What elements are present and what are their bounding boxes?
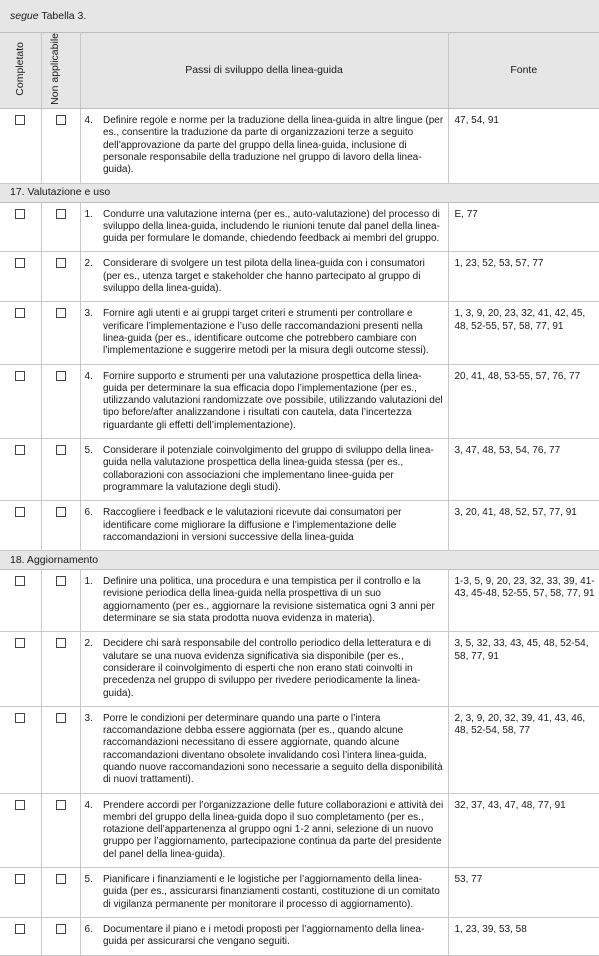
not-applicable-cell — [41, 868, 80, 918]
completed-cell — [0, 252, 41, 302]
completed-cell — [0, 868, 41, 918]
table-row — [0, 364, 599, 438]
step-number: 2. — [80, 632, 103, 706]
caption-text: Tabella 3. — [38, 9, 87, 22]
step-number: 2. — [80, 252, 103, 302]
table-row — [0, 501, 599, 551]
not-applicable-checkbox[interactable] — [56, 258, 66, 268]
step-number: 6. — [80, 917, 103, 955]
table-row — [0, 868, 599, 918]
not-applicable-cell — [41, 109, 80, 183]
completed-cell — [0, 364, 41, 438]
completed-checkbox[interactable] — [15, 874, 25, 884]
not-applicable-cell — [41, 570, 80, 632]
header-completed-label: Completato — [13, 42, 26, 96]
step-text: Raccogliere i feedback e le valutazioni ricevute dai consumatori per identificare come migliorare la diffusione e l’implementazione delle raccomandazioni in versioni successive della linea-guida — [103, 501, 448, 551]
header-steps-label: Passi di sviluppo della linea-guida — [185, 64, 343, 77]
section-header-row — [0, 183, 599, 202]
not-applicable-cell — [41, 501, 80, 551]
not-applicable-checkbox[interactable] — [56, 115, 66, 125]
source-refs: 1, 3, 9, 20, 23, 32, 41, 42, 45, 48, 52-55, 57, 58, 77, 91 — [448, 302, 599, 364]
table-caption-row — [0, 0, 599, 33]
completed-cell — [0, 439, 41, 501]
source-refs: E, 77 — [448, 202, 599, 252]
step-number: 1. — [80, 202, 103, 252]
completed-cell — [0, 570, 41, 632]
completed-cell — [0, 706, 41, 793]
source-refs: 2, 3, 9, 20, 32, 39, 41, 43, 46, 48, 52-54, 58, 77 — [448, 706, 599, 793]
table-header-row — [0, 33, 599, 109]
source-refs: 1, 23, 52, 53, 57, 77 — [448, 252, 599, 302]
step-text: Considerare di svolgere un test pilota della linea-guida con i consumatori (per es., utenza target e stakeholder che hanno partecipato al gruppo di sviluppo della linea-guida). — [103, 252, 448, 302]
step-text: Definire una politica, una procedura e una tempistica per il controllo e la revisione periodica della linea-guida nella prospettiva di un suo aggiornamento (per es., aggiornare la revisione sistematica ogni 3 anni per determinare se sia stata prodotta nuova evidenza in materia). — [103, 570, 448, 632]
completed-checkbox[interactable] — [15, 209, 25, 219]
not-applicable-checkbox[interactable] — [56, 713, 66, 723]
step-text: Pianificare i finanziamenti e le logistiche per l’aggiornamento della linea-guida (per es., assicurarsi finanziamenti costanti, costituzione di un comitato di vigilanza permanente per monitorare il processo di aggiornamento). — [103, 868, 448, 918]
step-text: Prendere accordi per l’organizzazione delle future collaborazioni e attività dei membri del gruppo della linea-guida dopo il suo completamento (per es., rotazione dell’appartenenza al gruppo ogni 1-2 anni, selezione di un nuovo gruppo per l’aggiornamento, partecipazione continua da parte del presidente del panel della linea-guida). — [103, 793, 448, 867]
not-applicable-cell — [41, 917, 80, 955]
not-applicable-checkbox[interactable] — [56, 874, 66, 884]
step-number: 5. — [80, 868, 103, 918]
step-number: 4. — [80, 793, 103, 867]
completed-checkbox[interactable] — [15, 713, 25, 723]
step-text: Porre le condizioni per determinare quando una parte o l’intera raccomandazione debba essere aggiornata (per es., quando alcune raccomandazioni necessitano di essere aggiornate, quando alcune raccomandazioni diventano obsolete invalidando così l’intera linea-guida, quando nuove raccomandazioni sono necessarie a seguito della disponibilità di nuovi trattamenti). — [103, 706, 448, 793]
table-row — [0, 917, 599, 955]
not-applicable-cell — [41, 202, 80, 252]
completed-checkbox[interactable] — [15, 445, 25, 455]
step-text: Decidere chi sarà responsabile del controllo periodico della letteratura e di valutare se una nuova evidenza significativa sia disponibile (per es., considerare il coinvolgimento di esperti che non erano stati coinvolti in precedenza nel gruppo di sviluppo per rivedere periodicamente la linea-guida). — [103, 632, 448, 706]
not-applicable-cell — [41, 439, 80, 501]
completed-cell — [0, 302, 41, 364]
completed-cell — [0, 202, 41, 252]
table-row — [0, 302, 599, 364]
source-refs: 1-3, 5, 9, 20, 23, 32, 33, 39, 41-43, 45-48, 52-55, 57, 58, 77, 91 — [448, 570, 599, 632]
step-number: 3. — [80, 302, 103, 364]
completed-checkbox[interactable] — [15, 800, 25, 810]
section-title: 18. Aggiornamento — [0, 551, 599, 570]
header-not-applicable-label: Non applicabile — [48, 33, 61, 105]
not-applicable-cell — [41, 252, 80, 302]
completed-cell — [0, 109, 41, 183]
not-applicable-checkbox[interactable] — [56, 371, 66, 381]
table-row — [0, 632, 599, 706]
table-row — [0, 109, 599, 183]
completed-checkbox[interactable] — [15, 924, 25, 934]
header-not-applicable — [41, 33, 80, 109]
step-number: 4. — [80, 109, 103, 183]
table-row — [0, 793, 599, 867]
not-applicable-cell — [41, 793, 80, 867]
completed-checkbox[interactable] — [15, 371, 25, 381]
completed-cell — [0, 632, 41, 706]
completed-checkbox[interactable] — [15, 507, 25, 517]
table-row — [0, 706, 599, 793]
completed-checkbox[interactable] — [15, 308, 25, 318]
header-source — [448, 33, 599, 109]
table-row — [0, 252, 599, 302]
not-applicable-checkbox[interactable] — [56, 638, 66, 648]
step-text: Documentare il piano e i metodi proposti per l’aggiornamento della linea-guida per assicurarsi che vengano seguiti. — [103, 917, 448, 955]
completed-cell — [0, 501, 41, 551]
table-row — [0, 202, 599, 252]
not-applicable-cell — [41, 364, 80, 438]
header-source-label: Fonte — [510, 64, 538, 77]
caption-prefix: segue — [10, 9, 39, 22]
source-refs: 32, 37, 43, 47, 48, 77, 91 — [448, 793, 599, 867]
step-number: 3. — [80, 706, 103, 793]
completed-checkbox[interactable] — [15, 115, 25, 125]
table-caption — [0, 0, 599, 33]
source-refs: 1, 23, 39, 53, 58 — [448, 917, 599, 955]
completed-checkbox[interactable] — [15, 258, 25, 268]
step-text: Fornire supporto e strumenti per una valutazione prospettica della linea-guida per determinare la sua efficacia dopo l’implementazione (per es., utilizzando valutazioni randomizzate ove possibile, utilizzando valutazioni del tipo before/after analizzandone i risultati con cautela, data l’incertezza riguardante gli effetti dell’implementazione). — [103, 364, 448, 438]
header-completed — [0, 33, 41, 109]
completed-checkbox[interactable] — [15, 576, 25, 586]
completed-cell — [0, 917, 41, 955]
not-applicable-checkbox[interactable] — [56, 507, 66, 517]
not-applicable-checkbox[interactable] — [56, 576, 66, 586]
not-applicable-checkbox[interactable] — [56, 445, 66, 455]
step-text: Considerare il potenziale coinvolgimento del gruppo di sviluppo della linea-guida nella valutazione prospettica della linea-guida stessa (per es., collaborazioni con associazioni che implementano linee-guida per programmare la valutazione degli studi). — [103, 439, 448, 501]
step-text: Fornire agli utenti e ai gruppi target criteri e strumenti per controllare e verificare l’implementazione e l’uso delle raccomandazioni presenti nella linea-guida (per es., identificare outcome che potrebbero cambiare con l’implementazione e suggerire metodi per la misura degli outcome stessi). — [103, 302, 448, 364]
not-applicable-cell — [41, 302, 80, 364]
section-header-row — [0, 551, 599, 570]
section-title: 17. Valutazione e uso — [0, 183, 599, 202]
not-applicable-checkbox[interactable] — [56, 209, 66, 219]
step-text: Definire regole e norme per la traduzione della linea-guida in altre lingue (per es., consentire la traduzione da parte di organizzazioni terze a seguito dell’approvazione da parte del gruppo della linea-guida, inclusione di personale responsabile della traduzione nel gruppo di lavoro della linea-guida). — [103, 109, 448, 183]
source-refs: 47, 54, 91 — [448, 109, 599, 183]
step-number: 6. — [80, 501, 103, 551]
source-refs: 3, 5, 32, 33, 43, 45, 48, 52-54, 58, 77, 91 — [448, 632, 599, 706]
source-refs: 20, 41, 48, 53-55, 57, 76, 77 — [448, 364, 599, 438]
not-applicable-cell — [41, 706, 80, 793]
not-applicable-checkbox[interactable] — [56, 800, 66, 810]
step-number: 5. — [80, 439, 103, 501]
step-text: Condurre una valutazione interna (per es., auto-valutazione) del processo di sviluppo della linea-guida, includendo le riunioni tenute dal panel della linea-guida per formulare le domande, chiedendo feedback ai membri del gruppo. — [103, 202, 448, 252]
step-number: 1. — [80, 570, 103, 632]
source-refs: 53, 77 — [448, 868, 599, 918]
source-refs: 3, 20, 41, 48, 52, 57, 77, 91 — [448, 501, 599, 551]
completed-cell — [0, 793, 41, 867]
not-applicable-checkbox[interactable] — [56, 924, 66, 934]
step-number: 4. — [80, 364, 103, 438]
source-refs: 3, 47, 48, 53, 54, 76, 77 — [448, 439, 599, 501]
completed-checkbox[interactable] — [15, 638, 25, 648]
header-steps — [80, 33, 448, 109]
not-applicable-checkbox[interactable] — [56, 308, 66, 318]
table-row — [0, 570, 599, 632]
table-row — [0, 439, 599, 501]
not-applicable-cell — [41, 632, 80, 706]
